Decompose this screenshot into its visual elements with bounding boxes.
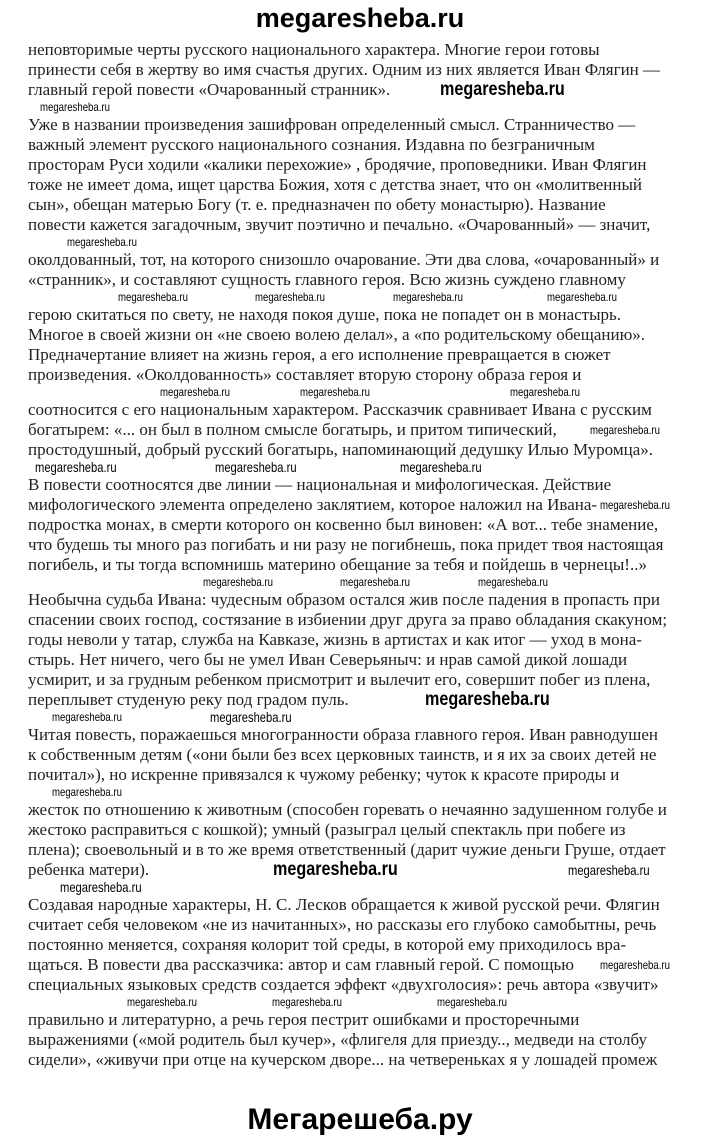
watermark-link[interactable]: megaresheba.ru (52, 785, 122, 799)
site-header[interactable]: megaresheba.ru (255, 3, 465, 33)
watermark-link[interactable]: megaresheba.ru (600, 958, 670, 972)
text-row (0, 155, 720, 175)
watermark-link[interactable]: megaresheba.ru (437, 995, 507, 1009)
text-line: простодушный, добрый русский богатырь, напоминающий дедушку Илью Муромца». (28, 440, 653, 459)
watermark-link[interactable]: megaresheba.ru (393, 290, 463, 304)
essay-text (0, 40, 720, 1070)
text-line: главный герой повести «Очарованный странник». (28, 80, 391, 99)
watermark-row (0, 100, 720, 115)
watermark-link[interactable]: megaresheba.ru (590, 423, 660, 437)
text-row (0, 555, 720, 575)
text-row (0, 820, 720, 840)
text-row (0, 630, 720, 650)
text-line: подростка монах, в смерти которого он косвенно был виновен: «А вот... тебе знамение, (28, 515, 659, 534)
text-row (0, 175, 720, 195)
watermark-row (0, 785, 720, 800)
text-row (0, 135, 720, 155)
watermark-row (0, 385, 720, 400)
text-row (0, 515, 720, 535)
text-line: неповторимые черты русского национального характера. Многие герои готовы (28, 40, 600, 59)
watermark-link[interactable]: megaresheba.ru (478, 575, 548, 589)
watermark-link[interactable]: megaresheba.ru (67, 235, 137, 249)
text-line: почитал»), но искренне привязался к чужому ребенку; чуток к красоте природы и (28, 765, 620, 784)
text-line: ребенка матери). (28, 860, 150, 879)
text-line: принести себя в жертву во имя счастья других. Одним из них является Иван Флягин — (28, 60, 661, 79)
text-line: плена); своевольный и в то же время ответственный (дарит чужие деньги Груше, отдает (28, 840, 666, 859)
text-row (0, 250, 720, 270)
watermark-link[interactable]: megaresheba.ru (160, 385, 230, 399)
text-line: Многое в своей жизни он «не своею волею делал», а «по родительскому обещанию». (28, 325, 646, 344)
text-row (0, 420, 720, 440)
text-line: погибель, и ты тогда вспомнишь материно обещание за тебя и пойдешь в чернецы!..» (28, 555, 647, 574)
text-row (0, 80, 720, 100)
text-row (0, 535, 720, 555)
text-row (0, 590, 720, 610)
text-line: сидели», «живучи при отце на кучерском дворе... на четвереньках я у лошадей промеж (28, 1050, 658, 1069)
text-line: жестоко расправиться с кошкой); умный (разыграл целый спектакль при побеге из (28, 820, 626, 839)
watermark-link[interactable]: megaresheba.ru (300, 385, 370, 399)
text-line: тоже не имеет дома, ищет царства Божия, хотя с детства знает, что он «молитвенный (28, 175, 643, 194)
watermark-link[interactable]: megaresheba.ru (52, 710, 122, 724)
text-row (0, 895, 720, 915)
text-row (0, 860, 720, 880)
text-row (0, 765, 720, 785)
watermark-link[interactable]: megaresheba.ru (215, 459, 297, 475)
text-row (0, 1010, 720, 1030)
text-line: важный элемент русского национального сознания. Издавна по безграничным (28, 135, 595, 154)
watermark-row (0, 235, 720, 250)
text-line: произведения. «Околдованность» составляет вторую сторону образа героя и (28, 365, 582, 384)
text-line: спасении своих господ, состязание в избиении друг друга за право обладания скакуном; (28, 610, 668, 629)
text-row (0, 610, 720, 630)
text-row (0, 195, 720, 215)
text-line: Предначертание влияет на жизнь героя, а его исполнение превращается в сюжет (28, 345, 611, 364)
text-line: околдованный, тот, на которого снизошло очарование. Эти два слова, «очарованный» и (28, 250, 660, 269)
text-line: что будешь ты много раз погибать и ни разу не погибнешь, пока придет твоя настоящая (28, 535, 664, 554)
text-row (0, 725, 720, 745)
text-line: В повести соотносятся две линии — национальная и мифологическая. Действие (28, 475, 612, 494)
watermark-row (0, 710, 720, 725)
text-line: Необычна судьба Ивана: чудесным образом остался жив после падения в пропасть при (28, 590, 660, 609)
watermark-link[interactable]: megaresheba.ru (60, 879, 142, 895)
text-line: Создавая народные характеры, Н. С. Лесков обращается к живой русской речи. Флягин (28, 895, 660, 914)
site-footer[interactable]: Мегарешеба.ру (247, 1103, 473, 1136)
text-line: считает себя человеком «не из начитанных», но рассказы его глубоко самобытны, речь (28, 915, 657, 934)
text-row (0, 955, 720, 975)
watermark-link[interactable]: megaresheba.ru (40, 100, 110, 114)
text-row (0, 400, 720, 420)
text-line: стырь. Нет ничего, чего бы не умел Иван Северьяныч: и нрав самой дикой лошади (28, 650, 628, 669)
text-row (0, 670, 720, 690)
text-row (0, 840, 720, 860)
text-row (0, 40, 720, 60)
text-line: «странник», и составляют сущность главного героя. Всю жизнь суждено главному (28, 270, 626, 289)
text-line: переплывет студеную реку под градом пуль. (28, 690, 349, 709)
text-line: жесток по отношению к животным (способен горевать о нечаянно задушенном голубе и (28, 800, 667, 819)
watermark-row (0, 575, 720, 590)
text-row (0, 270, 720, 290)
text-row (0, 1050, 720, 1070)
watermark-link[interactable]: megaresheba.ru (255, 290, 325, 304)
text-line: соотносится с его национальным характером. Рассказчик сравнивает Ивана с русским (28, 400, 652, 419)
watermark-link[interactable]: megaresheba.ru (425, 689, 550, 710)
watermark-link[interactable]: megaresheba.ru (272, 995, 342, 1009)
watermark-link[interactable]: megaresheba.ru (510, 385, 580, 399)
text-row (0, 475, 720, 495)
watermark-link[interactable]: megaresheba.ru (568, 862, 650, 878)
text-line: повести кажется загадочным, звучит поэтично и печально. «Очарованный» — значит, (28, 215, 651, 234)
watermark-link[interactable]: megaresheba.ru (600, 498, 670, 512)
text-line: Уже в названии произведения зашифрован определенный смысл. Странничество — (28, 115, 636, 134)
text-row (0, 1030, 720, 1050)
text-line: годы неволи у татар, служба на Кавказе, жизнь в артистах и как итог — уход в мона- (28, 630, 642, 649)
text-line: усмирит, и за грудным ребенком присмотрит и вылечит его, совершит побег из плена, (28, 670, 651, 689)
watermark-link[interactable]: megaresheba.ru (203, 575, 273, 589)
text-row (0, 935, 720, 955)
text-row (0, 745, 720, 765)
text-row (0, 215, 720, 235)
text-row (0, 305, 720, 325)
watermark-link[interactable]: megaresheba.ru (547, 290, 617, 304)
text-row (0, 975, 720, 995)
watermark-link[interactable]: megaresheba.ru (35, 459, 117, 475)
text-row (0, 440, 720, 460)
text-line: выражениями («мой родитель был кучер», «флигеля для приезду.., медведи на столбу (28, 1030, 647, 1049)
text-row (0, 345, 720, 365)
text-row (0, 115, 720, 135)
text-line: сын», обещан матерью Богу (т. е. предназначен по обету монастырю). Название (28, 195, 606, 214)
text-line: мифологического элемента определено заклятием, которое наложил на Ивана- (28, 495, 598, 514)
watermark-link[interactable]: megaresheba.ru (340, 575, 410, 589)
watermark-link[interactable]: megaresheba.ru (400, 459, 482, 475)
text-row (0, 800, 720, 820)
watermark-row (0, 995, 720, 1010)
text-row (0, 325, 720, 345)
watermark-row (0, 290, 720, 305)
text-row (0, 690, 720, 710)
text-row (0, 495, 720, 515)
text-row (0, 650, 720, 670)
text-line: Читая повесть, поражаешься многогранности образа главного героя. Иван равнодушен (28, 725, 659, 744)
text-line: постоянно меняется, сохраняя колорит той среды, в которой ему приходилось вра- (28, 935, 627, 954)
watermark-row (0, 460, 720, 475)
text-line: богатырем: «... он был в полном смысле богатырь, и притом типический, (28, 420, 557, 439)
text-line: герою скитаться по свету, не находя покоя душе, пока не попадет он в монастырь. (28, 305, 622, 324)
watermark-link[interactable]: megaresheba.ru (127, 995, 197, 1009)
watermark-row (0, 880, 720, 895)
text-line: просторам Руси ходили «калики перехожие» , бродячие, проповедники. Иван Флягин (28, 155, 647, 174)
text-row (0, 60, 720, 80)
watermark-link[interactable]: megaresheba.ru (118, 290, 188, 304)
text-row (0, 915, 720, 935)
text-line: правильно и литературно, а речь героя пестрит ошибками и просторечными (28, 1010, 580, 1029)
text-line: щаться. В повести два рассказчика: автор и сам главный герой. С помощью (28, 955, 574, 974)
watermark-link[interactable]: megaresheba.ru (210, 709, 292, 725)
text-line: к собственным детям («они были без всех церковных таинств, и я их за своих детей не (28, 745, 657, 764)
watermark-link[interactable]: megaresheba.ru (273, 859, 398, 880)
text-line: специальных языковых средств создается эффект «двухголосия»: речь автора «звучит» (28, 975, 659, 994)
text-row (0, 365, 720, 385)
watermark-link[interactable]: megaresheba.ru (440, 79, 565, 100)
